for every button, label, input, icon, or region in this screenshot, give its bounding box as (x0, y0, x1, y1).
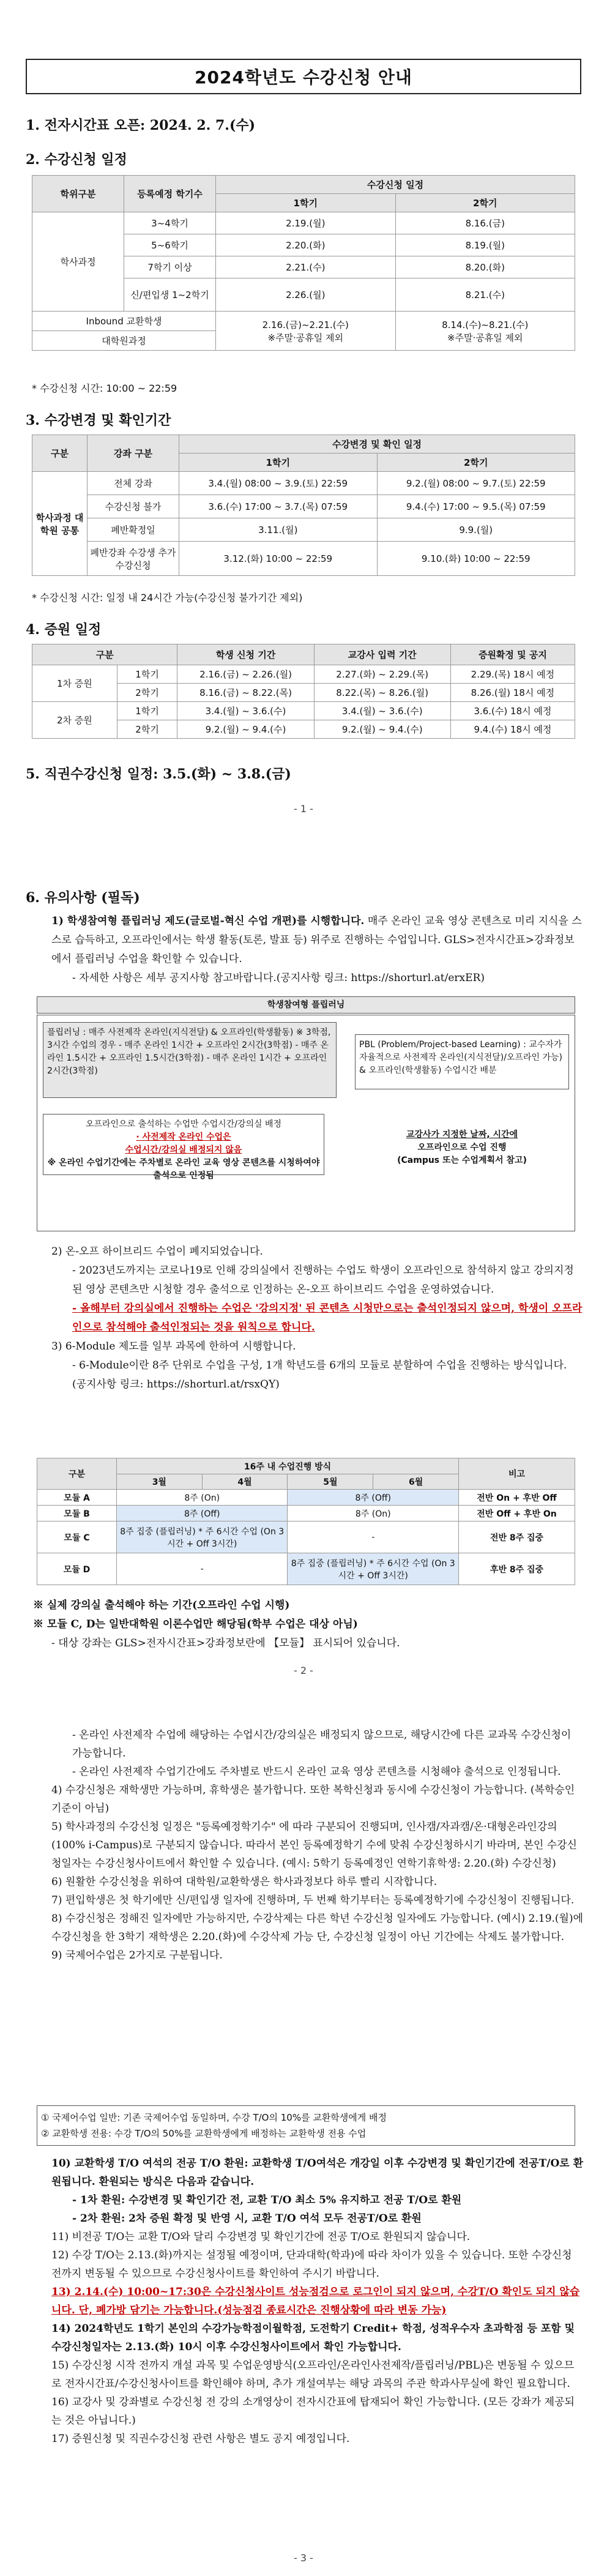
cell: 수강신청 불가 (88, 495, 179, 518)
module-notes: ※ 실제 강의실 출석해야 하는 기간(오프라인 수업 시행) ※ 모듈 C, D는 일반대학원 이론수업만 해당됨(학부 수업은 대상 아님) - 대상 강좌는 GLS>전자시간표>강좌정보란에 【모듈】 표시되어 있습니다. (33, 1599, 400, 1649)
flip-bottom-left: 오프라인으로 출석하는 수업만 수업시간/강의실 배정 · 사전제작 온라인 수업은 수업시간/강의실 배정되지 않음 ※ 온라인 수업기간에는 주차별로 온라인 교육 영상 콘텐츠를 시청하여야 출석으로 인정됨 (43, 1114, 324, 1175)
cell: 폐반강좌 수강생 추가 수강신청 (88, 542, 179, 576)
cell-inbound: Inbound 교환학생 (32, 312, 216, 331)
cell: 5~6학기 (124, 234, 216, 256)
cell: 모듈 D (37, 1553, 117, 1585)
cell: 1학기 (117, 665, 177, 684)
cell: 3.4.(월) ~ 3.6.(수) (177, 702, 314, 720)
section-5-heading: 5. 직권수강신청 일정: 3.5.(화) ~ 3.8.(금) (26, 766, 291, 782)
cell: 모듈 B (37, 1506, 117, 1521)
cell: 9.4.(수) 18시 예정 (450, 720, 575, 739)
cell: 8주 (On) (288, 1506, 459, 1521)
cell: 2.21.(수) (216, 256, 396, 278)
th-month: 3월 (117, 1474, 203, 1490)
item-2: 2) 온-오프 하이브리드 수업이 폐지되었습니다. - 2023년도까지는 코로나19로 인해 강의실에서 진행하는 수업도 학생이 오프라인으로 참석하지 않고 강의지정된 영상 콘텐츠만 시청할 경우 출석으로 인정하는 온-오프 하이브리드 수업을 운영하였습니다. - 올해부터 강의실에서 진행하는 수업은 '강의지정' 된 콘텐츠 시청만으로는 출석인정되지 않으며, 학생이 오프라인으로 참석해야 출석인정되는 것을 원칙으로 합니다. 3) 6-Module 제도를 일부 과목에 한하여 시행합니다. - 6-Module이란 8주 단위로 수업을 구성, 1개 학년도를 6개의 모듈로 분할하여 수업을 진행하는 방식입니다. (공지사항 링크: https://shorturl.at/rsxQY) (51, 1245, 583, 1391)
increase-schedule-table (32, 644, 575, 739)
cell: 8.19.(월) (395, 234, 575, 256)
th-note: 비고 (459, 1458, 575, 1490)
cell: 9.2.(월) ~ 9.4.(수) (314, 720, 450, 739)
section-3-note: * 수강신청 시간: 일정 내 24시간 가능(수강신청 불가기간 제외) (32, 592, 303, 603)
registration-schedule-table (32, 175, 575, 351)
cell: 3.4.(월) 08:00 ~ 3.9.(토) 22:59 (179, 472, 378, 495)
cell-inbound-t2: 8.14.(수)~8.21.(수) ※주말·공휴일 제외 (395, 312, 575, 351)
th-month: 5월 (288, 1474, 373, 1490)
th-c: 증원확정 및 공지 (450, 644, 575, 665)
cell: 9.2.(월) 08:00 ~ 9.7.(토) 22:59 (377, 472, 575, 495)
cell: 9.9.(월) (377, 518, 575, 542)
cell: 3.6.(수) 18시 예정 (450, 702, 575, 720)
cell: 2학기 (117, 720, 177, 739)
flip-bottom-right: 교강사가 지정한 날짜, 시간에 오프라인으로 수업 진행 (Campus 또는 수업계획서 참고) (397, 1130, 527, 1165)
cell: 3~4학기 (124, 212, 216, 234)
notes-b: 10) 교환학생 T/O 여석의 전공 T/O 환원: 교환학생 T/O여석은 개강일 이후 수강변경 및 확인기간에 전공T/O로 환원됩니다. 환원되는 방식은 다음과 같습니다. - 1차 환원: 수강변경 및 확인기간 전, 교환 T/O 최소 5% 유지하고 전공 T/O로 환원 - 2차 환원: 2차 증원 확정 및 반영 시, 교환 T/O 여석 모두 전공T/O로 환원 11) 비전공 T/O는 교환 T/O와 달리 수강변경 및 확인기간에 전공 T/O로 환원되지 않습니다. 12) 수강 T/O는 2.13.(화)까지는 설정될 예정이며, 단과대학(학과)에 따라 차이가 있을 수 있습니다. 또한 수강신청 전까지 변동될 수 있으므로 수강신청사이트를 확인하여 주시기 바랍니다. 13) 2.14.(수) 10:00~17:30은 수강신청사이트 성능점검으로 로그인이 되지 않으며, 수강T/O 확인도 되지 않습니다. 단, 폐가방 담기는 가능합니다.(성능점검 종료시간은 진행상황에 따라 변동 가능) 14) 2024학년도 1학기 본인의 수강가능학점이월학점, 도전학기 Credit+ 학점, 성적우수자 초과학점 등 포함 및 수강신청일자는 2.13.(화) 10시 이후 수강신청사이트에서 확인 가능합니다. 15) 수강신청 시작 전까지 개설 과목 및 수업운영방식(오프라인/온라인사전제작/플립러닝/PBL)은 변동될 수 있으므로 전자시간표/수강신청사이트를 확인해야 하며, 추가 개설여부는 해당 과목의 주관 학과사무실에 확인 필요합니다. 16) 교강사 및 강좌별로 수강신청 전 강의 소개영상이 전자시간표에 탑재되어 확인 가능합니다. (모든 강좌가 제공되는 것은 아닙니다.) 17) 증원신청 및 직권수강신청 관련 사항은 별도 공지 예정입니다. (51, 2157, 584, 2445)
cell: 3.11.(월) (179, 518, 378, 542)
cell: - (288, 1521, 459, 1553)
change-schedule-table (32, 435, 575, 576)
th-term2: 2학기 (377, 454, 575, 472)
cell: 8주 집중 (플립러닝) * 주 6시간 수업 (On 3시간 + Off 3시간) (117, 1521, 288, 1553)
cell: 3.12.(화) 10:00 ~ 22:59 (179, 542, 378, 576)
cell: 폐반확정일 (88, 518, 179, 542)
cell: 2.29.(목) 18시 예정 (450, 665, 575, 684)
module-table (37, 1458, 575, 1585)
item-1: 1) 학생참여형 플립러닝 제도(글로벌-혁신 수업 개편)를 시행합니다. 매주 온라인 교육 영상 콘텐츠로 미리 지식을 스스로 습득하고, 오프라인에서는 학생 활동(토론, 발표 등) 위주로 진행하는 수업입니다. GLS>전자시간표>강좌정보에서 플립러닝 수업을 확인할 수 있습니다. - 자세한 사항은 세부 공지사항 참고바랍니다.(공지사항 링크: https://shorturl.at/erxER) (51, 915, 582, 984)
cell: 8.20.(화) (395, 256, 575, 278)
th-term2: 2학기 (395, 194, 575, 212)
page-number: - 3 - (294, 2552, 313, 2564)
th-div: 구분 (32, 435, 88, 472)
section-1-heading: 1. 전자시간표 오픈: 2024. 2. 7.(수) (26, 118, 256, 133)
cell: 신/편입생 1~2학기 (124, 278, 216, 312)
cell: 3.4.(월) ~ 3.6.(수) (314, 702, 450, 720)
flip-title: 학생참여형 플립러닝 (37, 996, 575, 1014)
section-2-note: * 수강신청 시간: 10:00 ~ 22:59 (32, 383, 177, 394)
th-sched: 수강변경 및 확인 일정 (179, 435, 575, 454)
th-type: 강좌 구분 (88, 435, 179, 472)
cell-inbound-t1: 2.16.(금)~2.21.(수) ※주말·공휴일 제외 (216, 312, 396, 351)
page-number: - 2 - (294, 1665, 313, 1676)
cell: 전반 8주 집중 (459, 1521, 575, 1553)
cell: 9.4.(수) 17:00 ~ 9.5.(목) 07:59 (377, 495, 575, 518)
th-month: 6월 (373, 1474, 459, 1490)
cell: 후반 8주 집중 (459, 1553, 575, 1585)
section-3-heading: 3. 수강변경 및 확인기간 (26, 413, 171, 428)
page-number: - 1 - (294, 803, 313, 815)
cell: 8주 (Off) (288, 1490, 459, 1506)
cell: 3.6.(수) 17:00 ~ 3.7.(목) 07:59 (179, 495, 378, 518)
cell: 2.26.(월) (216, 278, 396, 312)
th-div: 구분 (32, 644, 177, 665)
cell: 전반 On + 후반 Off (459, 1490, 575, 1506)
cell: 2.20.(화) (216, 234, 396, 256)
cell-grad: 대학원과정 (32, 331, 216, 351)
cell: - (117, 1553, 288, 1585)
cell: 8.16.(금) (395, 212, 575, 234)
cell: 전체 강좌 (88, 472, 179, 495)
cell-group: 학사과정 대학원 공통 (32, 472, 88, 576)
page-2 (0, 851, 607, 1701)
document-title: 2024학년도 수강신청 안내 (26, 59, 581, 94)
section-4-heading: 4. 증원 일정 (26, 622, 102, 638)
cell: 1학기 (117, 702, 177, 720)
th-group: 학위구분 (32, 176, 124, 212)
cell: 8.21.(수) (395, 278, 575, 312)
th-weeks: 16주 내 수업진행 방식 (117, 1458, 459, 1474)
th-b: 교강사 입력 기간 (314, 644, 450, 665)
cell: 9.2.(월) ~ 9.4.(수) (177, 720, 314, 739)
page-1 (0, 0, 607, 851)
cell: 8주 (On) (117, 1490, 288, 1506)
cell: 8.16.(금) ~ 8.22.(목) (177, 684, 314, 702)
cell: 모듈 C (37, 1521, 117, 1553)
cell: 8주 집중 (플립러닝) * 주 6시간 수업 (On 3시간 + Off 3시간) (288, 1553, 459, 1585)
th-month: 4월 (202, 1474, 288, 1490)
cell: 8.26.(월) 18시 예정 (450, 684, 575, 702)
th-term1: 1학기 (179, 454, 378, 472)
section-6-heading: 6. 유의사항 (필독) (26, 890, 140, 906)
cell: 전반 Off + 후반 On (459, 1506, 575, 1521)
cell: 2학기 (117, 684, 177, 702)
th-term1: 1학기 (216, 194, 396, 212)
notes-a: - 온라인 사전제작 수업에 해당하는 수업시간/강의실은 배정되지 않으므로, 해당시간에 다른 교과목 수강신청이 가능합니다. - 온라인 사전제작 수업기간에도 주차별로 반드시 온라인 교육 영상 콘텐츠를 시청해야 출석으로 인정됩니다. 4) 수강신청은 재학생만 가능하며, 휴학생은 불가합니다. 또한 복학신청과 동시에 수강신청이 가능합니다. (복학승인기준이 아님) 5) 학사과정의 수강신청 일정은 "등록예정학기수" 에 따라 구분되어 진행되며, 인사캠/자과캠/온·대형온라인강의(100% i-Campus)로 구분되지 않습니다. 따라서 본인 등록예정학기 수에 맞춰 수강신청하시기 바라며, 본인 수강신청일자는 수강신청사이트에서 확인할 수 있습니다. (예시: 5학기 등록예정인 연학기휴학생: 2.20.(화) 수강신청) 6) 원활한 수강신청을 위하여 대학원/교환학생은 학사과정보다 하루 빨리 시작합니다. 7) 편입학생은 첫 학기에만 신/편입생 일자에 진행하며, 두 번째 학기부터는 등록예정학기에 수강신청이 진행됩니다. 8) 수강신청은 정해진 일자에만 가능하지만, 수강삭제는 다른 학년 수강신청 일자에도 가능합니다. (예시) 2.19.(월)에 수강신청을 한 3학기 재학생은 2.20.(화)에 수강삭제 가능 단, 수강신청 일정이 아닌 기간에는 삭제도 불가합니다. 9) 국제어수업은 2가지로 구분됩니다. (51, 1729, 584, 1962)
th-grade: 등록예정 학기수 (124, 176, 216, 212)
th-a: 학생 신청 기간 (177, 644, 314, 665)
cell-group: 학사과정 (32, 212, 124, 312)
cell: 2.16.(금) ~ 2.26.(월) (177, 665, 314, 684)
cell: 9.10.(화) 10:00 ~ 22:59 (377, 542, 575, 576)
cell-round2: 2차 증원 (32, 702, 117, 739)
cell: 2.27.(화) ~ 2.29.(목) (314, 665, 450, 684)
flip-right-box: PBL (Problem/Project-based Learning) : 교수자가 자율적으로 사전제작 온라인(지식전달)/오프라인 가능) & 오프라인(학생활동) 수업시간 배분 (355, 1034, 569, 1089)
th-div: 구분 (37, 1458, 117, 1490)
flip-left-box: 플립러닝 : 매주 사전제작 온라인(지식전달) & 오프라인(학생활동) ※ 3학점, 3시간 수업의 경우 - 매주 온라인 1시간 + 오프라인 2시간(3학점) - 매주 온라인 1.5시간 + 오프라인 1.5시간(3학점) - 매주 온라인 1시간 + 오프라인 2시간(3학점) (43, 1022, 337, 1098)
cell: 모듈 A (37, 1490, 117, 1506)
cell: 2.19.(월) (216, 212, 396, 234)
section-2-heading: 2. 수강신청 일정 (26, 152, 127, 168)
cell: 8주 (Off) (117, 1506, 288, 1521)
cell-round1: 1차 증원 (32, 665, 117, 702)
cell: 7학기 이상 (124, 256, 216, 278)
page-3 (0, 1701, 607, 2576)
th-schedule: 수강신청 일정 (216, 176, 575, 194)
cell: 8.22.(목) ~ 8.26.(월) (314, 684, 450, 702)
intl-course-box: ① 국제어수업 일반: 기존 국제어수업 동일하며, 수강 T/O의 10%를 교환학생에게 배정 ② 교환학생 전용: 수강 T/O의 50%를 교환학생에게 배정하는 교환학생 전용 수업 (37, 2105, 575, 2146)
